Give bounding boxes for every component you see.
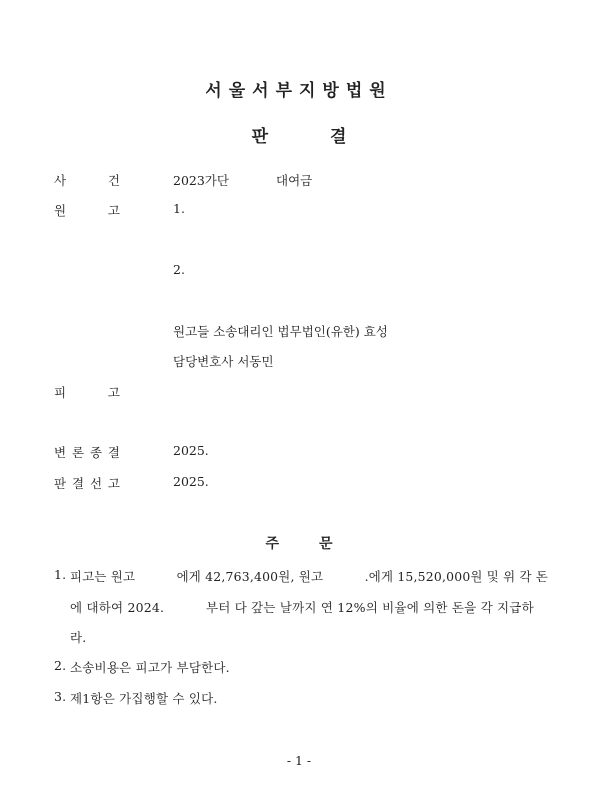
order-item-2-line-1: 소송비용은 피고가 부담한다. — [70, 660, 230, 675]
document-title-first: 판 — [251, 127, 268, 147]
case-type: 대여금 — [276, 173, 313, 188]
order-item-1-line-1: 피고는 원고 에게 42,763,400원, 원고 .에게 15,520,000원 및 위 각 돈 — [70, 569, 549, 584]
order-item-3-line-1: 제1항은 가집행할 수 있다. — [70, 691, 218, 706]
plaintiff-2: 2. — [173, 262, 185, 277]
court-name: 서울서부지방법원 — [205, 81, 393, 101]
ruling-label: 판 결 선 고 — [54, 476, 120, 491]
document-title — [0, 122, 598, 147]
defendant-label: 피 고 — [54, 385, 120, 400]
order-section-title: 주 문 — [265, 536, 333, 552]
document-title-second: 결 — [330, 127, 347, 147]
order-item-1-line-2: 에 대하여 2024. 부터 다 갚는 날까지 연 12%의 비율에 의한 돈을 각 지급하 — [70, 600, 534, 615]
plaintiff-1: 1. — [173, 201, 185, 216]
order-item-number-3: 3. — [54, 689, 67, 704]
case-number: 2023가단 — [173, 173, 229, 188]
closing-date: 2025. — [173, 443, 209, 458]
order-item-number-2: 2. — [54, 658, 67, 673]
case-label: 사 건 — [54, 173, 120, 188]
order-item-1-line-3: 라. — [70, 630, 87, 645]
order-item-number-1: 1. — [54, 567, 67, 582]
counsel-line-1: 원고들 소송대리인 법무법인(유한) 효성 — [173, 324, 388, 339]
page-number: - 1 - — [286, 753, 312, 768]
ruling-date: 2025. — [173, 474, 209, 489]
plaintiff-label: 원 고 — [54, 203, 120, 218]
counsel-line-2: 담당변호사 서동민 — [173, 354, 274, 369]
closing-label: 변 론 종 결 — [54, 445, 120, 460]
